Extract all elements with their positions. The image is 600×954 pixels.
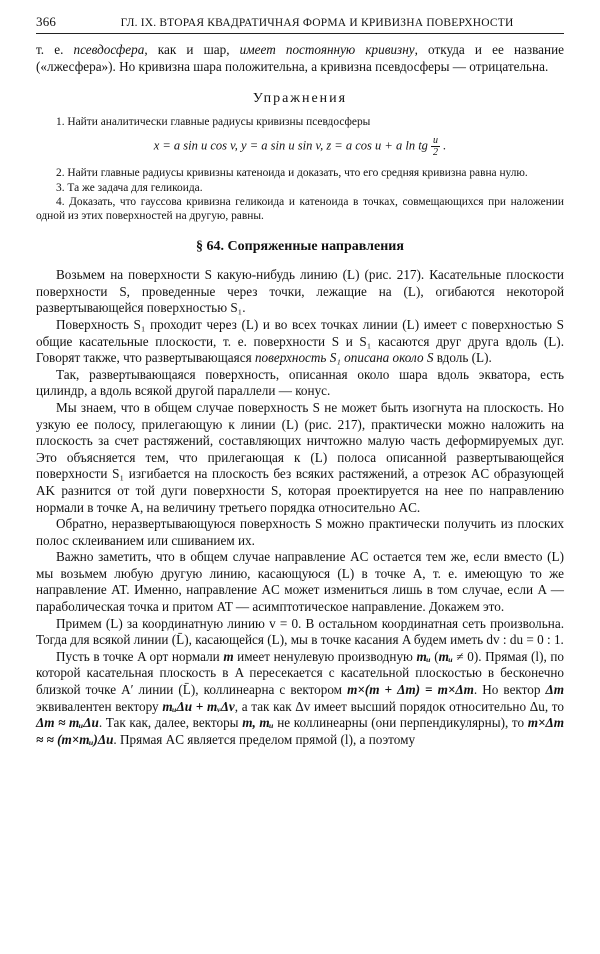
section-paragraph-1: Возьмем на поверхности S какую-нибудь линию (L) (рис. 217). Касательные плоскости поверхности S, проведенные через точки, лежащие на (L), огибаются некоторой развертывающейся поверхностью S₁. [36, 267, 564, 316]
exercise-4: 4. Доказать, что гауссова кривизна геликоида и катеноида в точках, совмещающихся при наложении одной из этих поверхностей на другую, равны. [36, 195, 564, 222]
section-paragraph-3: Так, развертывающаяся поверхность, описанная около шара вдоль экватора, есть цилиндр, а вдоль всякой другой параллели — конус. [36, 366, 564, 399]
section-paragraph-5: Обратно, неразвертывающуюся поверхность S можно практически получить из плоских полос склеиванием или сшиванием их. [36, 516, 564, 548]
formula-fraction: $\frac{u}{2}$ [433, 135, 439, 159]
running-header [36, 14, 564, 34]
page-number: 366 [36, 14, 57, 29]
exercise-1: 1. Найти аналитически главные радиусы кривизны псевдосферы [56, 116, 371, 129]
page [36, 14, 564, 748]
section-paragraph-4: Мы знаем, что в общем случае поверхность S не может быть изогнута на плоскость. Но узкую ее полосу, прилегающую к линии (L) (рис. 217), практически можно наложить на плоскость за счет растяжений, составляющих ничтожно малую часть деформируемых дуг. Это объясняется тем, что прилегающая к (L) полоса описанной развертывающейся поверхности S₁ изгибается на плоскость без всяких растяжений, а отрезок AC образующей AK разнится от той дуги поверхности S, которая проектируется на нее по направлению нормали в точке A, на величину третьего порядка относительно AC. [36, 399, 564, 515]
section-paragraph-6: Важно заметить, что в общем случае направление AC остается тем же, если вместо (L) мы возьмем любую другую линию, касающуюся (L) в точке A, т. е. имеющую то же направление AT. Именно, направление AC может измениться лишь в том случае, если A — параболическая точка и притом AT — асимптотическое направление. Докажем это. [36, 549, 564, 615]
section-paragraph-2: Поверхность S₁ проходит через (L) и во всех точках линии (L) имеет с поверхностью S общие касательные плоскости, т. е. поверхности S и S₁ касаются друг друга вдоль (L). Говорят также, что развертывающаяся поверхность S₁ описана около S вдоль (L). [36, 316, 564, 366]
pseudosphere-formula: x = a sin u cos v, y = a sin u sin v, z = a cos u + a ln tg $\frac{u}{2}$ . [153, 135, 447, 159]
exercise-2: 2. Найти главные радиусы кривизны катеноида и доказать, что его средняя кривизна равна нулю. [56, 167, 528, 180]
exercises-heading: Упражнения [252, 91, 348, 107]
section-paragraph-8: Пусть в точке A орт нормали m имеет ненулевую производную mᵤ (mᵤ ≠ 0). Прямая (l), по которой касательная плоскость в A пересекается с касательной плоскостью в бесконечно близкой точке A′ линии (L̄), коллинеарна с вектором m×(m + Δm) = m×Δm. Но вектор Δm эквивалентен вектору mᵤΔu + mᵥΔv, а так как Δv имеет высший порядок относительно Δu, то Δm ≈ mᵤΔu. Так как, далее, векторы m, mᵤ не коллинеарны (они перпендикулярны), то m×Δm ≈ ≈ (m×mᵤ)Δu. Прямая AC является пределом прямой (l), а поэтому [36, 648, 565, 747]
running-title: ГЛ. IX. ВТОРАЯ КВАДРАТИЧНАЯ ФОРМА И КРИВИЗНА ПОВЕРХНОСТИ [120, 17, 514, 29]
intro-paragraph: т. е. псевдосфера, как и шар, имеет постоянную кривизну, откуда и ее название («лжесфера»). Но кривизна шара положительна, а кривизна псевдосферы — отрицательна. [36, 42, 564, 74]
section-paragraph-7: Примем (L) за координатную линию v = 0. В остальном координатная сеть произвольна. Тогда для всякой линии (L̄), касающейся (L), мы в точке касания A будем иметь dv : du = 0 : 1. [36, 615, 564, 648]
section-title: § 64. Сопряженные направления [196, 239, 404, 255]
exercise-3: 3. Та же задача для геликоида. [56, 181, 203, 194]
